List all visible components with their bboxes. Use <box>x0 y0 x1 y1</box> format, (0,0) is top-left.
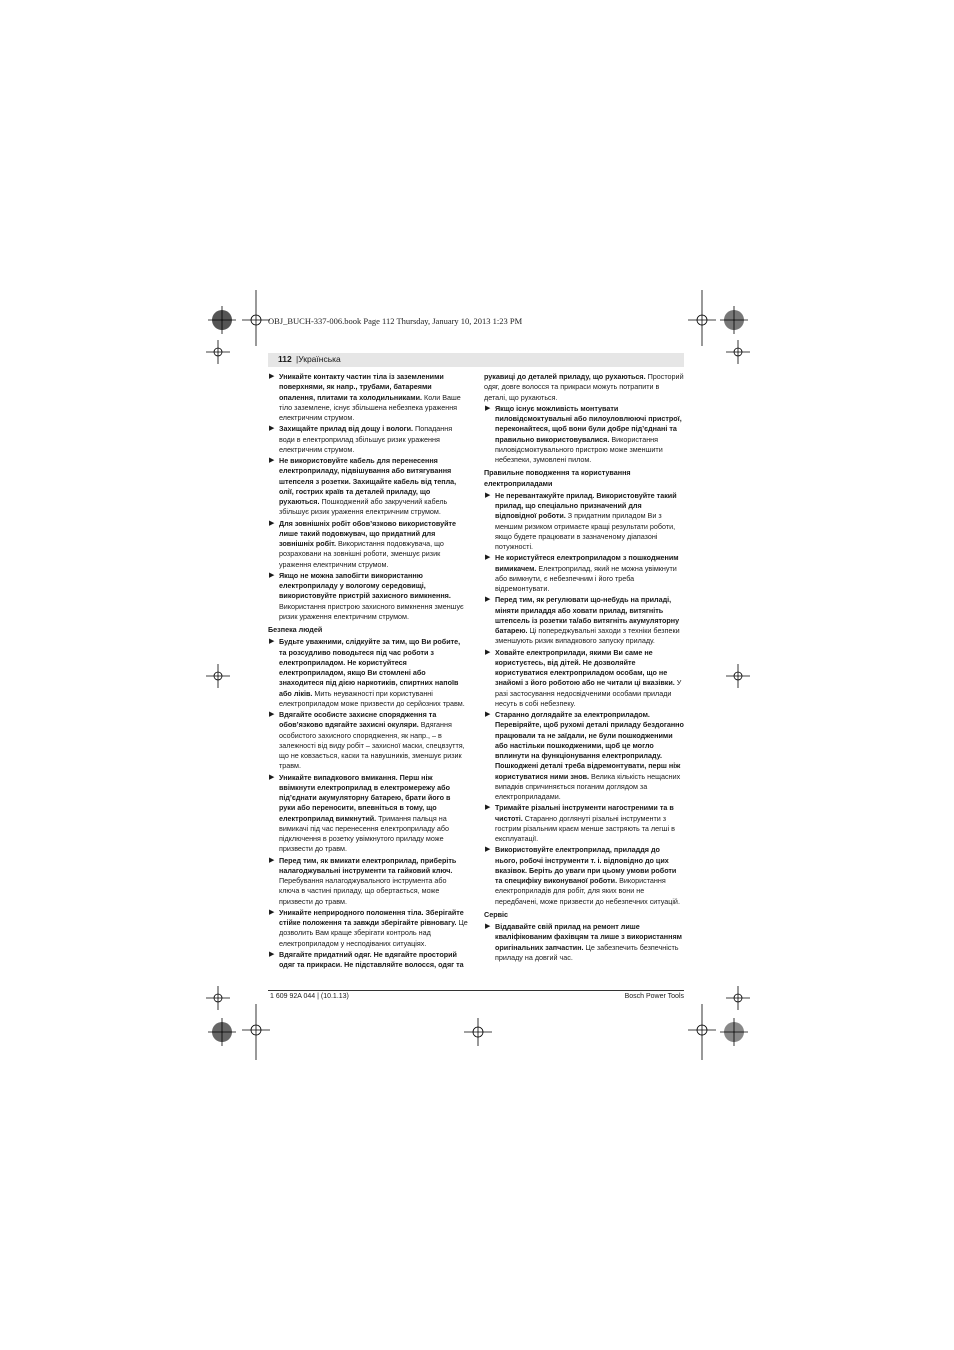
section-heading-people-safety: Безпека людей <box>268 625 323 634</box>
registration-mark-icon <box>208 306 236 334</box>
crop-mark-icon <box>464 1018 492 1046</box>
bullet-triangle-icon: ▶ <box>269 856 275 864</box>
bullet-item <box>268 372 468 423</box>
bullet-triangle-icon: ▶ <box>485 648 491 656</box>
bullet-item <box>268 908 468 949</box>
bullet-triangle-icon: ▶ <box>269 571 275 579</box>
people-safety-list <box>268 637 468 970</box>
bullet-normal-text: Це дозволить Вам краще зберігати контроль над електроприладом у несподіваних ситуаціях. <box>279 918 468 948</box>
bullet-normal-text: Пошкоджений або закручений кабель збільшує ризик ураження електричним струмом. <box>279 497 448 517</box>
bullet-item <box>484 553 684 594</box>
bullet-normal-text: Використання подовжувача, що розраховани на зовнішні роботи, зменшує ризик ураження електричним струмом. <box>279 539 444 569</box>
bullet-triangle-icon: ▶ <box>485 846 491 854</box>
bullet-bold-text: Не користуйтеся електроприладом з пошкодженим вимикачем. <box>495 553 679 573</box>
bullet-normal-text: Електроприлад, який не можна увімкнути або вимкнути, є небезпечним і його треба відремонтувати. <box>495 563 677 593</box>
bullet-normal-text: Ці попереджувальні заходи з техніки безпеки зменшують ризик випадкового запуску приладу. <box>495 626 680 646</box>
section-heading-proper-use: Правильне поводження та користування електроприладами <box>484 468 631 488</box>
bullet-bold-text: Для зовнішніх робіт обов’язково використовуйте лише такий подовжувач, що придатний для зовнішніх робіт. <box>279 518 457 548</box>
bullet-bold-text: Якщо не можна запобігти використанню електроприладу у вологому середовищі, використовуйте пристрій захисного вимкнення. <box>279 570 451 601</box>
right-column <box>484 372 684 964</box>
bullet-bold-text: Використовуйте електроприлад, приладдя до нього, робочі інструменти т. і. відповідно до цих вказівок. Беріть до уваги при цьому умови роботи та специфіку виконуваної роботи. <box>495 845 677 885</box>
bullet-item <box>484 595 684 646</box>
bullet-bold-text: Уникайте контакту частин тіла із заземленими поверхнями, як напр., трубами, батареями опалення, плитами та холодильниками. <box>279 372 444 402</box>
bullet-item <box>484 491 684 553</box>
bullet-triangle-icon: ▶ <box>269 711 275 718</box>
bullet-bold-text: Захищайте прилад від дощу і вологи. <box>279 424 414 434</box>
crop-mark-icon <box>688 290 716 346</box>
bullet-normal-text: Використання електроприладів для робіт, для яких вони не передбачені, може призвести до небезпечних ситуацій. <box>495 876 680 906</box>
language-label: |Українська <box>296 354 341 364</box>
bullet-triangle-icon: ▶ <box>269 908 275 916</box>
bullet-item <box>268 710 468 772</box>
bullet-normal-text: Вдягання особистого захисного спорядження, як напр., – в залежності від виду робіт – захисної маски, спецвзуття, що не ковзається, каски та навушників, зменшує ризик травм. <box>279 720 465 771</box>
continued-text-normal: Просторий одяг, довге волосся та прикраси можуть потрапити в деталі, що рухаються. <box>484 372 684 402</box>
bullet-triangle-icon: ▶ <box>485 491 491 499</box>
bullet-item <box>268 773 468 855</box>
bullet-triangle-icon: ▶ <box>269 950 275 958</box>
continued-text <box>484 372 684 403</box>
bullet-bold-text: Вдягайте особисте захисне спорядження та обов’язково вдягайте захисні окуляри. <box>279 710 437 730</box>
bullet-triangle-icon: ▶ <box>485 596 491 604</box>
bullet-bold-text: Не перевантажуйте прилад. Використовуйте такий прилад, що спеціально призначений для відповідної роботи. <box>495 490 677 521</box>
bullet-bold-text: Старанно доглядайте за електроприладом. Перевіряйте, щоб рухомі деталі приладу бездоганно працювали та не заїдали, не були пошкодженими або настільки пошкодженими, щоб це могло вплинути на функціонування електроприладу. Пошкоджені деталі треба відремонтувати, перш ніж користуватися ними знов. <box>495 710 684 781</box>
dust-extraction-list <box>484 404 684 466</box>
bullet-item <box>268 456 468 518</box>
bullet-item <box>268 571 468 622</box>
bullet-triangle-icon: ▶ <box>485 711 491 718</box>
bullet-bold-text: Якщо існує можливість монтувати пиловідсмоктувальні або пилоуловлюючі пристрої, переконайтеся, щоб вони були добре під’єднані та правильно використовувалися. <box>495 403 682 444</box>
service-list <box>484 922 684 963</box>
page-number: 112 <box>278 354 292 364</box>
bullet-bold-text: Віддавайте свій прилад на ремонт лише кваліфікованим фахівцям та лише з використанням оригінальних запчастин. <box>495 922 682 952</box>
bullet-bold-text: Перед тим, як вмикати електроприлад, приберіть налагоджувальні інструменти та гайковий ключ. <box>279 855 457 875</box>
continued-text-bold: рукавиці до деталей приладу, що рухаються. <box>484 372 646 381</box>
bullet-normal-text: Коли Ваше тіло заземлене, існує збільшена небезпека ураження електричним струмом. <box>279 392 461 422</box>
bullet-bold-text: Уникайте неприродного положення тіла. Зберігайте стійке положення та завжди зберігайте рівновагу. <box>279 907 464 927</box>
bullet-triangle-icon: ▶ <box>485 404 491 412</box>
crop-mark-icon <box>688 1004 716 1060</box>
bullet-bold-text: Ховайте електроприлади, якими Ви саме не користуєтесь, від дітей. Не дозволяйте користуватися електроприладом особам, що не знайомі з його роботою або не читали ці вказівки. <box>495 647 675 688</box>
bullet-normal-text: Використання пристрою захисного вимкнення зменшує ризик ураження електричним струмом. <box>279 601 464 621</box>
bullet-normal-text: Це забезпечить безпечність приладу на довгий час. <box>495 942 679 962</box>
registration-mark-icon <box>720 306 748 334</box>
bullet-normal-text: З придатним приладом Ви з меншим ризиком отримаєте кращі результати роботи, якщо будете працювати в зазначеному діапазоні потужності. <box>495 511 676 551</box>
bullet-item <box>268 856 468 907</box>
bullet-normal-text: Старанно доглянуті різальні інструменти з гострим різальним краєм менше застряють та легші в експлуатації. <box>495 813 675 843</box>
page-header <box>268 353 684 367</box>
bullet-item <box>484 922 684 963</box>
footer-rule <box>268 990 684 991</box>
crosshair-icon <box>726 664 750 688</box>
bullet-triangle-icon: ▶ <box>485 804 491 812</box>
bullet-item <box>268 519 468 570</box>
left-column <box>268 372 468 971</box>
bullet-item <box>484 404 684 466</box>
proper-use-list <box>484 491 684 907</box>
bullet-triangle-icon: ▶ <box>269 457 275 464</box>
bullet-bold-text: Тримайте різальні інструменти нагостреними та в чистоті. <box>495 803 674 823</box>
electrical-safety-list <box>268 372 468 622</box>
bullet-normal-text: Велика кількість нещасних випадків спричиняється поганим доглядом за електроприладами. <box>495 771 681 801</box>
bullet-triangle-icon: ▶ <box>269 638 275 646</box>
bullet-item <box>268 637 468 709</box>
bullet-bold-text: Будьте уважними, слідкуйте за тим, що Ви робите, та розсудливо поводьтеся під час роботи з електроприладом. Не користуйтеся електроприладом, якщо Ви стомлені або знаходитеся під дією наркотиків, спиртних напоїв або ліків. <box>279 637 461 698</box>
bullet-normal-text: Перебування налагоджувального інструмента або ключа в частині приладу, що обертається, може призвести до травм. <box>279 876 447 906</box>
bullet-bold-text: Вдягайте придатний одяг. Не вдягайте просторий одяг та прикраси. Не підставляйте волосся, одяг та <box>279 949 464 969</box>
footer-brand: Bosch Power Tools <box>624 993 684 1000</box>
bullet-triangle-icon: ▶ <box>269 373 275 380</box>
section-heading-service: Сервіс <box>484 909 508 919</box>
footer-doc-number: 1 609 92A 044 | (10.1.13) <box>270 993 349 1000</box>
bullet-item <box>484 648 684 710</box>
crop-mark-icon <box>242 290 270 346</box>
bullet-bold-text: Перед тим, як регулювати що-небудь на приладі, міняти приладдя або ховати прилад, витягніть штепсель із розетки та/або витягніть акумуляторну батарею. <box>495 595 680 635</box>
bullet-item <box>484 845 684 907</box>
bullet-bold-text: Уникайте випадкового вмикання. Перш ніж ввімкнути електроприлад в електромережу або під’єднати акумуляторну батарею, брати його в руки або переносити, впевніться в тому, що електроприлад вимкнутий. <box>279 772 451 823</box>
bullet-normal-text: Попадання води в електроприлад збільшує ризик ураження електричним струмом. <box>279 424 453 454</box>
bullet-triangle-icon: ▶ <box>269 773 275 781</box>
bullet-normal-text: Тримання пальця на вимикачі під час перенесення електроприладу або підключення в розетку увімкнутого приладу може призвести до травм. <box>279 813 450 854</box>
bullet-triangle-icon: ▶ <box>485 554 491 562</box>
bullet-triangle-icon: ▶ <box>269 425 275 433</box>
registration-mark-icon <box>720 1018 748 1046</box>
bullet-triangle-icon: ▶ <box>269 519 275 527</box>
crosshair-icon <box>206 340 230 364</box>
bullet-item <box>484 710 684 802</box>
bullet-item <box>268 950 468 971</box>
crosshair-icon <box>726 340 750 364</box>
print-slug: OBJ_BUCH-337-006.book Page 112 Thursday, January 10, 2013 1:23 PM <box>268 316 523 326</box>
bullet-normal-text: Мить неуважності при користуванні електроприладом може призвести до серйозних травм. <box>279 688 465 708</box>
language-name: Українська <box>298 354 341 364</box>
registration-mark-icon <box>208 1018 236 1046</box>
bullet-item <box>484 803 684 844</box>
bullet-triangle-icon: ▶ <box>485 923 491 930</box>
crosshair-icon <box>726 986 750 1010</box>
bullet-bold-text: Не використовуйте кабель для перенесення електроприладу, підвішування або витягування штепселя з розетки. Захищайте кабель від тепла, олії, гострих країв та деталей приладу, що рухаються. <box>279 456 457 506</box>
bullet-normal-text: Використання пиловідсмоктувального пристрою може зменшити небезпеки, зумовлені пилом. <box>495 434 663 464</box>
crosshair-icon <box>206 664 230 688</box>
bullet-item <box>268 424 468 455</box>
crosshair-icon <box>206 986 230 1010</box>
crop-mark-icon <box>242 1004 270 1060</box>
bullet-normal-text: У разі застосування недосвідченими особами прилади несуть в собі небезпеку. <box>495 678 682 708</box>
